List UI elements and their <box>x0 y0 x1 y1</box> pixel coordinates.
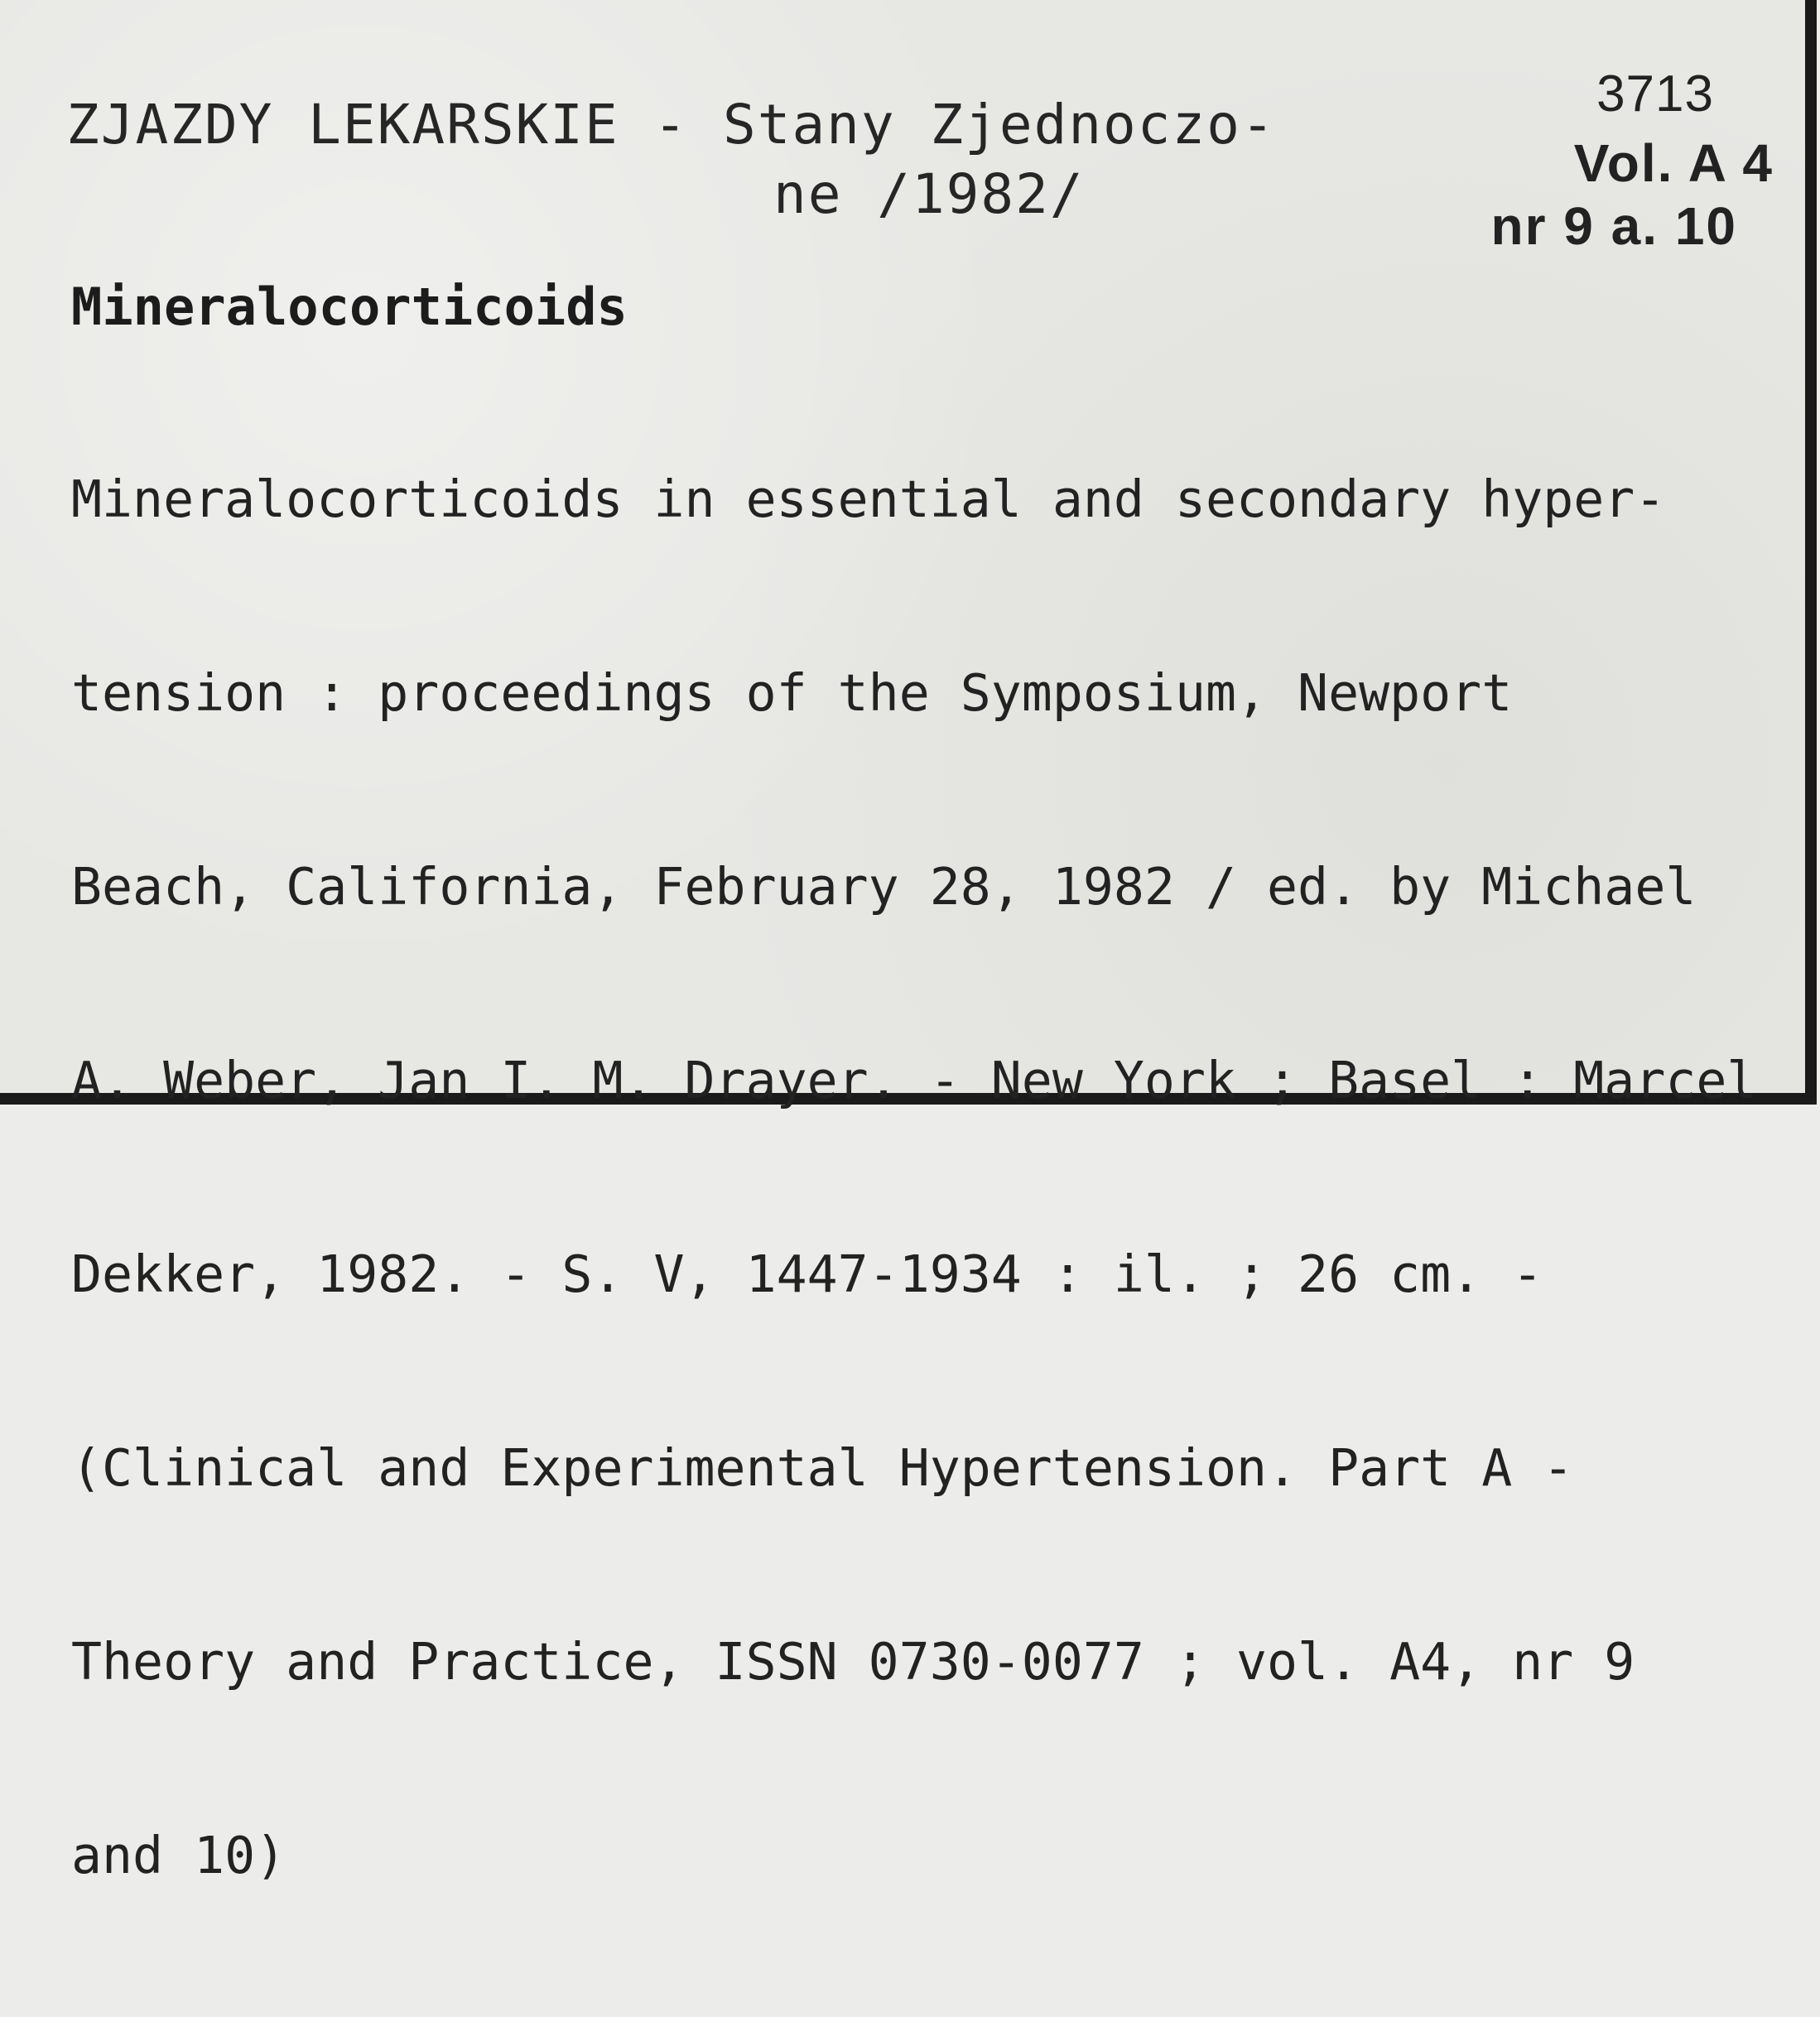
volume-label: Vol. A 4 <box>1573 133 1774 193</box>
subject-heading-line-2: ne /1982/ <box>773 162 1085 226</box>
description-line: Beach, California, February 28, 1982 / ed. by Michael <box>71 857 1697 917</box>
description-line: (Clinical and Experimental Hypertension. Part A - <box>71 1438 1574 1498</box>
call-number: 3713 <box>1596 65 1714 123</box>
subject-heading-line-1: ZJAZDY LEKARSKIE - Stany Zjednoczo- <box>66 93 1276 156</box>
description-line: A. Weber, Jan I. M. Drayer. - New York ; Basel : Marcel <box>71 1051 1758 1110</box>
title-entry: Mineralocorticoids <box>71 277 628 337</box>
description-line: Theory and Practice, ISSN 0730-0077 ; vol. A4, nr 9 <box>71 1632 1635 1692</box>
issue-numbers: nr 9 a. 10 <box>1490 196 1737 256</box>
description-line: tension : proceedings of the Symposium, Newport <box>71 663 1513 723</box>
description-line: Dekker, 1982. - S. V, 1447-1934 : il. ; 26 cm. - <box>71 1244 1543 1304</box>
bibliographic-description <box>71 338 1757 2017</box>
description-line: and 10) <box>71 1826 286 1885</box>
description-line: Mineralocorticoids in essential and secondary hyper- <box>71 469 1666 529</box>
